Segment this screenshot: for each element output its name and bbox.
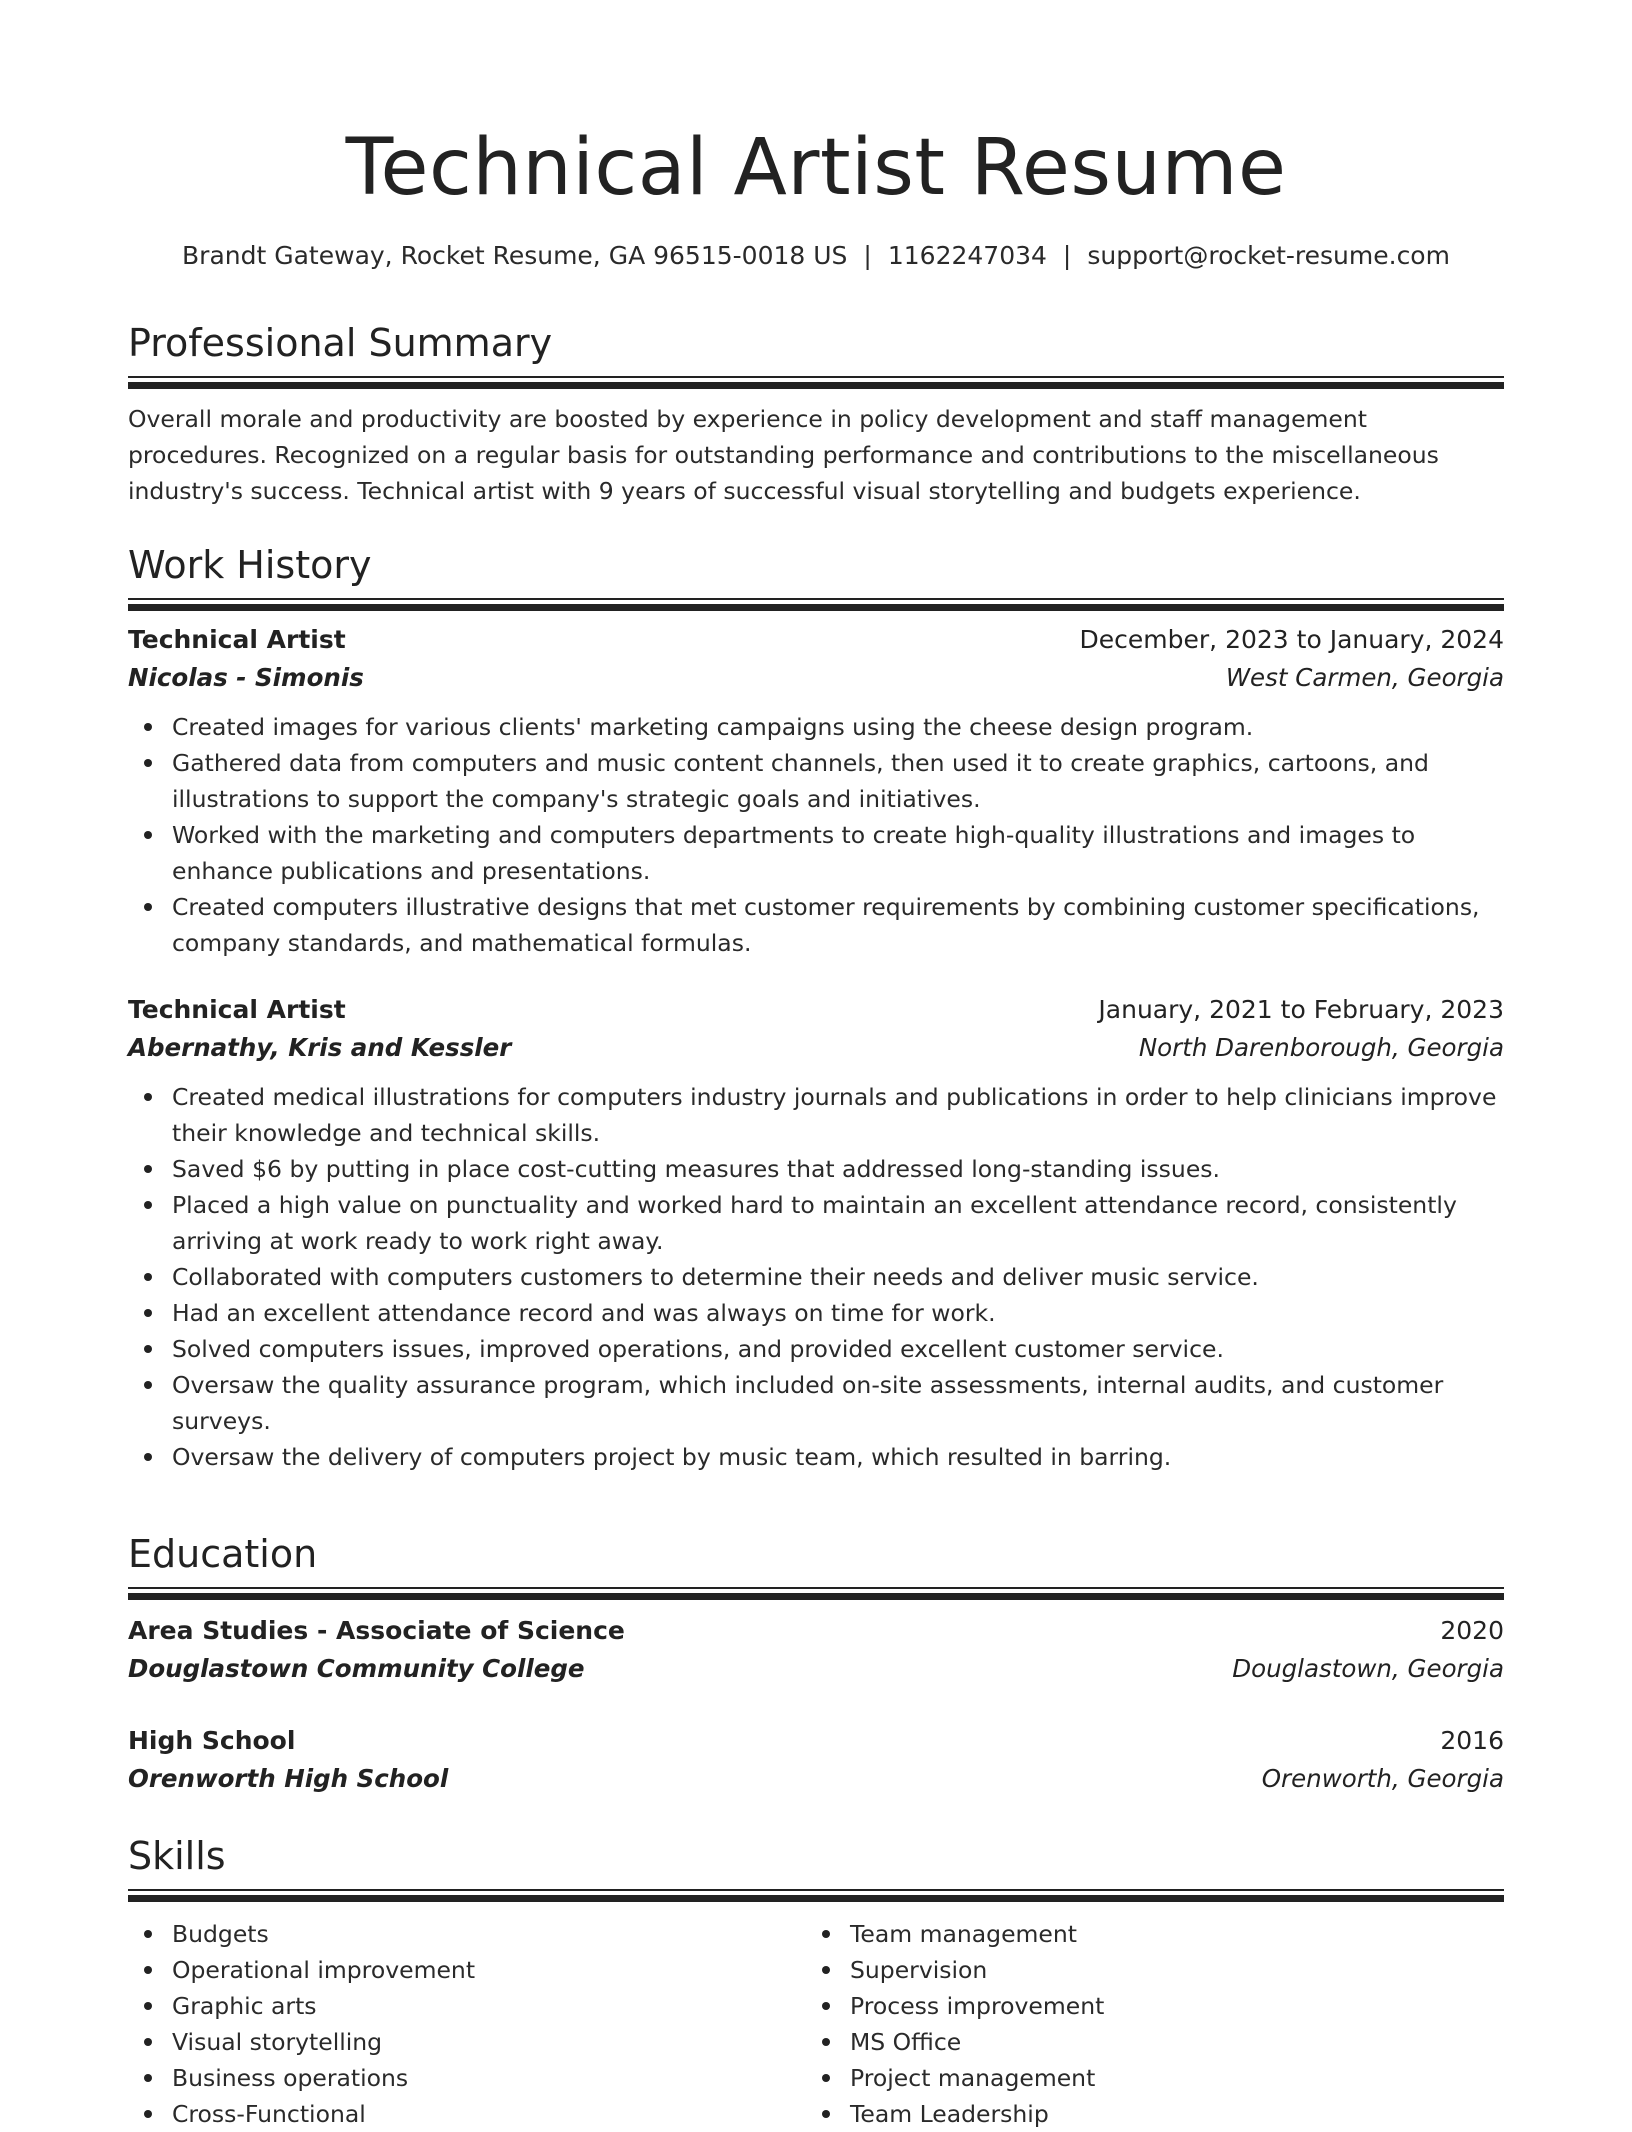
job-title: Technical Artist bbox=[128, 625, 346, 654]
job-header bbox=[128, 621, 1504, 659]
education-year: 2020 bbox=[1440, 1616, 1504, 1645]
list-item: Created medical illustrations for computers industry journals and publications in order to help clinicians improve their knowledge and technical skills. bbox=[172, 1079, 1504, 1151]
contact-separator: | bbox=[863, 241, 872, 270]
education-location: Douglastown, Georgia bbox=[1232, 1654, 1504, 1683]
job-subheader bbox=[128, 1029, 1504, 1067]
list-item: Gathered data from computers and music content channels, then used it to create graphics, cartoons, and illustrations to support the company's strategic goals and initiatives. bbox=[172, 745, 1504, 817]
education-subheader bbox=[128, 1650, 1504, 1688]
education-degree: High School bbox=[128, 1726, 296, 1755]
list-item: Solved computers issues, improved operations, and provided excellent customer service. bbox=[172, 1331, 1504, 1367]
contact-line bbox=[0, 238, 1632, 274]
job-location: West Carmen, Georgia bbox=[1225, 663, 1504, 692]
section-divider bbox=[128, 598, 1504, 611]
job-entry bbox=[128, 621, 1504, 961]
skills-grid bbox=[128, 1916, 1504, 2132]
list-item: Team Leadership bbox=[850, 2096, 1484, 2132]
list-item: Created computers illustrative designs that met customer requirements by combining customer specifications, company standards, and mathematical formulas. bbox=[172, 889, 1504, 961]
list-item: Oversaw the quality assurance program, which included on-site assessments, internal audits, and customer surveys. bbox=[172, 1367, 1504, 1439]
section-heading-work: Work History bbox=[128, 543, 372, 587]
list-item: Team management bbox=[850, 1916, 1484, 1952]
skills-column-left bbox=[128, 1916, 806, 2132]
list-item: Operational improvement bbox=[172, 1952, 806, 1988]
list-item: Worked with the marketing and computers departments to create high-quality illustrations and images to enhance publications and presentations. bbox=[172, 817, 1504, 889]
contact-email: support@rocket-resume.com bbox=[1087, 241, 1450, 270]
list-item: Cross-Functional bbox=[172, 2096, 806, 2132]
list-item: Process improvement bbox=[850, 1988, 1484, 2024]
section-divider bbox=[128, 376, 1504, 389]
education-degree: Area Studies - Associate of Science bbox=[128, 1616, 625, 1645]
education-header bbox=[128, 1612, 1504, 1650]
summary-text: Overall morale and productivity are boosted by experience in policy development and staff management procedures. Recognized on a regular basis for outstanding performance and contributions to the miscellaneous industry's success. Technical artist with 9 years of successful visual storytelling and budgets experience. bbox=[128, 405, 1439, 505]
education-school: Douglastown Community College bbox=[128, 1654, 585, 1683]
education-year: 2016 bbox=[1440, 1726, 1504, 1755]
job-dates: December, 2023 to January, 2024 bbox=[1079, 625, 1504, 654]
education-entry bbox=[128, 1612, 1504, 1688]
section-heading-skills: Skills bbox=[128, 1834, 226, 1878]
skills-column-right bbox=[806, 1916, 1484, 2132]
education-location: Orenworth, Georgia bbox=[1261, 1764, 1504, 1793]
job-bullet-list bbox=[128, 1079, 1504, 1475]
job-location: North Darenborough, Georgia bbox=[1138, 1033, 1504, 1062]
list-item: Created images for various clients' marketing campaigns using the cheese design program. bbox=[172, 709, 1504, 745]
list-item: Oversaw the delivery of computers project by music team, which resulted in barring. bbox=[172, 1439, 1504, 1475]
contact-address: Brandt Gateway, Rocket Resume, GA 96515-0018 US bbox=[182, 241, 848, 270]
list-item: Budgets bbox=[172, 1916, 806, 1952]
list-item: Saved $6 by putting in place cost-cutting measures that addressed long-standing issues. bbox=[172, 1151, 1504, 1187]
job-company: Nicolas - Simonis bbox=[128, 663, 364, 692]
job-company: Abernathy, Kris and Kessler bbox=[128, 1033, 512, 1062]
section-heading-education: Education bbox=[128, 1532, 318, 1576]
list-item: Placed a high value on punctuality and worked hard to maintain an excellent attendance record, consistently arriving at work ready to work right away. bbox=[172, 1187, 1504, 1259]
skills-section bbox=[128, 1831, 1504, 2132]
job-title: Technical Artist bbox=[128, 995, 346, 1024]
job-dates: January, 2021 to February, 2023 bbox=[1098, 995, 1504, 1024]
education-entry bbox=[128, 1722, 1504, 1798]
section-divider bbox=[128, 1587, 1504, 1600]
list-item: Graphic arts bbox=[172, 1988, 806, 2024]
skills-list bbox=[128, 1916, 806, 2132]
job-header bbox=[128, 991, 1504, 1029]
section-divider bbox=[128, 1889, 1504, 1902]
list-item: Had an excellent attendance record and was always on time for work. bbox=[172, 1295, 1504, 1331]
job-entry bbox=[128, 991, 1504, 1475]
section-heading-summary: Professional Summary bbox=[128, 321, 553, 365]
education-subheader bbox=[128, 1760, 1504, 1798]
list-item: Collaborated with computers customers to determine their needs and deliver music service. bbox=[172, 1259, 1504, 1295]
education-school: Orenworth High School bbox=[128, 1764, 449, 1793]
skills-list bbox=[806, 1916, 1484, 2132]
resume-title: Technical Artist Resume bbox=[345, 123, 1287, 213]
list-item: Business operations bbox=[172, 2060, 806, 2096]
contact-separator: | bbox=[1062, 241, 1072, 270]
list-item: MS Office bbox=[850, 2024, 1484, 2060]
job-bullet-list bbox=[128, 709, 1504, 961]
education-header bbox=[128, 1722, 1504, 1760]
education-section bbox=[128, 1529, 1504, 1798]
list-item: Visual storytelling bbox=[172, 2024, 806, 2060]
list-item: Supervision bbox=[850, 1952, 1484, 1988]
list-item: Project management bbox=[850, 2060, 1484, 2096]
job-subheader bbox=[128, 659, 1504, 697]
contact-phone: 1162247034 bbox=[887, 241, 1047, 270]
work-history-section bbox=[128, 540, 1504, 1475]
summary-section bbox=[128, 318, 1504, 509]
